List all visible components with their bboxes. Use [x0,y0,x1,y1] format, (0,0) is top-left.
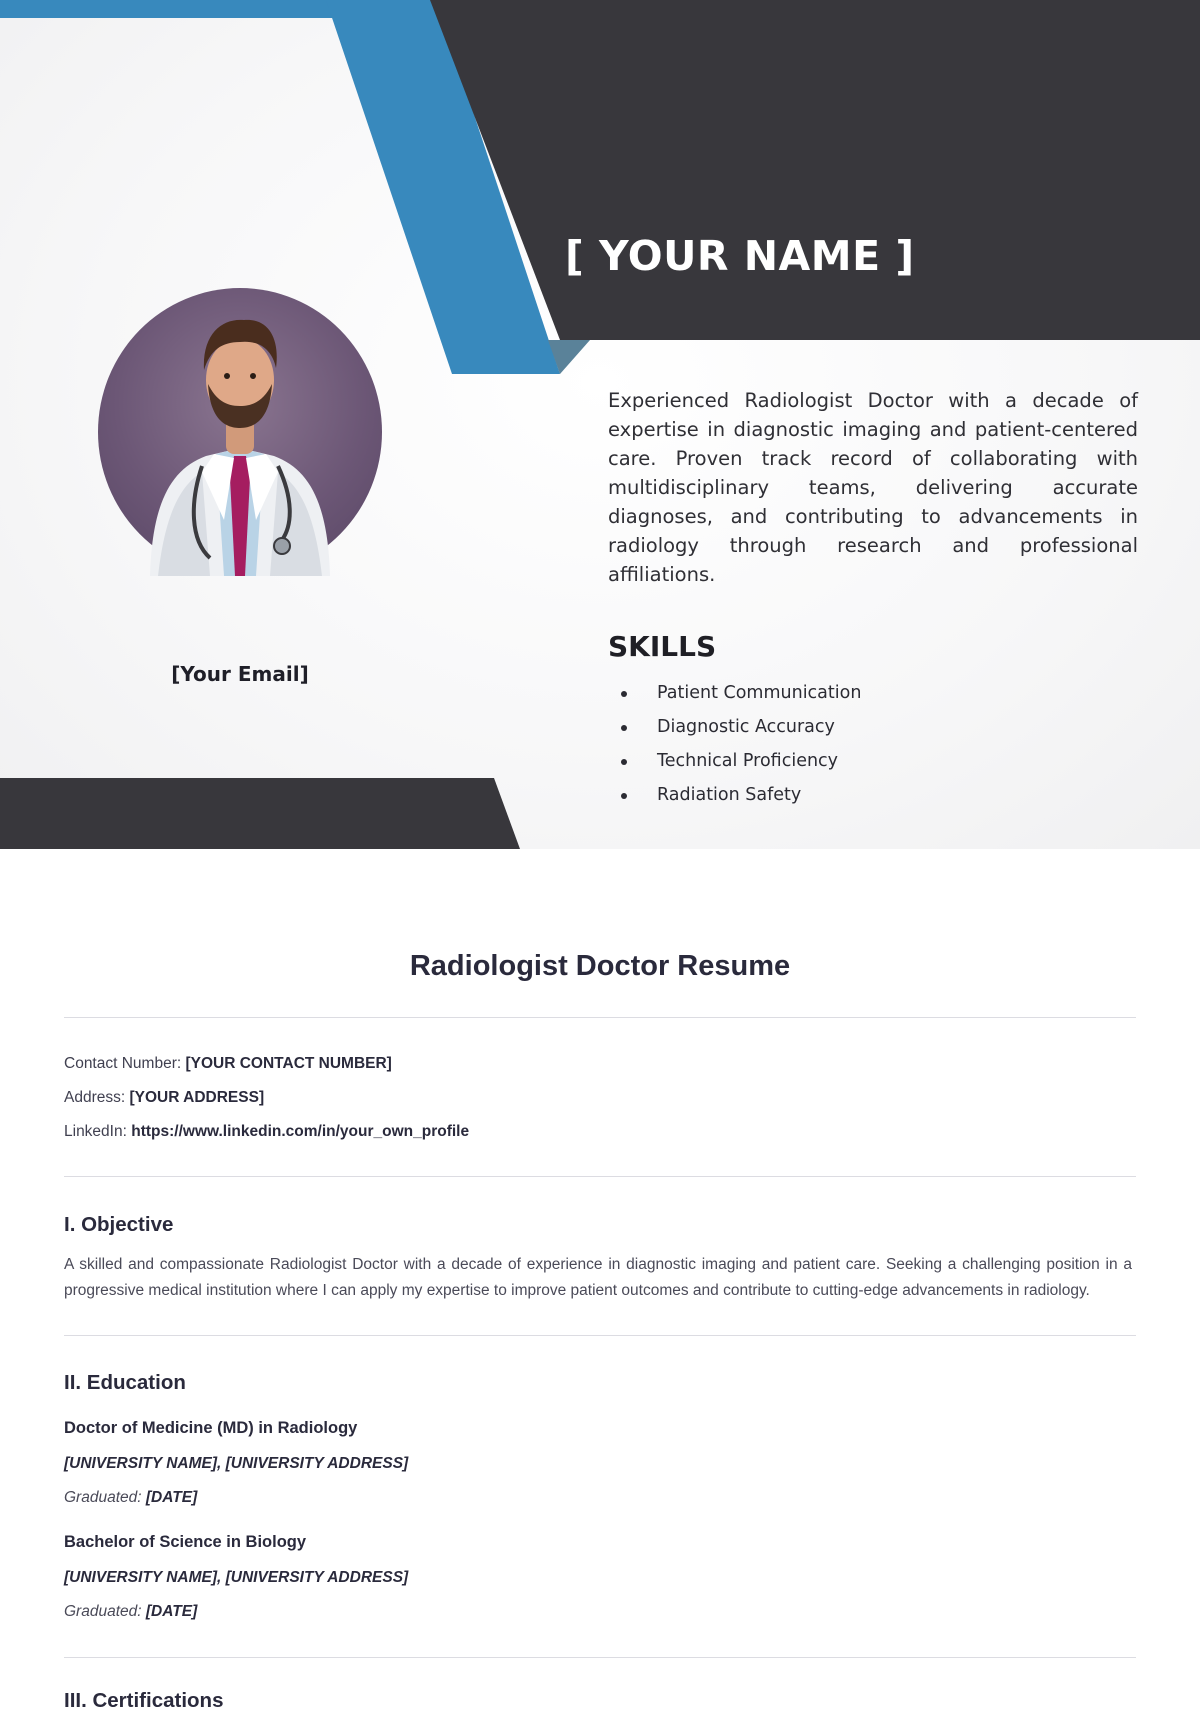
objective-text: A skilled and compassionate Radiologist Doctor with a decade of experience in diagnostic imaging and patient care. Seeking a challenging position in a progressive medical institution where I can apply my expertise to improve patient outcomes and contribute to cutting-edge advancements in radiology. [64,1256,1132,1299]
contact-linkedin-link[interactable]: https://www.linkedin.com/in/your_own_profile [131,1123,470,1140]
graduation-label: Graduated: [64,1489,142,1506]
profile-photo [98,288,382,576]
skill-item: Diagnostic Accuracy [608,710,861,744]
profile-summary: Experienced Radiologist Doctor with a decade of expertise in diagnostic imaging and patient-centered care. Proven track record of collaborating with multidisciplinary teams, delivering accurate diagnoses, and contributing to advancements in radiology through research and professional affiliations. [608,389,1138,586]
skill-item: Technical Proficiency [608,744,861,778]
contact-address [64,1089,264,1107]
dark-header-block [430,0,1200,340]
contact-phone [64,1055,392,1073]
education-heading: II. Education [64,1371,186,1394]
candidate-name: [ YOUR NAME ] [565,232,915,280]
graduation-date: [DATE] [145,1489,198,1506]
skills-list [608,676,861,812]
contact-linkedin-label: LinkedIn: [64,1123,127,1140]
certifications-heading: III. Certifications [64,1689,224,1712]
graduation-date: [DATE] [145,1603,198,1620]
candidate-email: [Your Email] [171,662,309,686]
contact-address-label: Address: [64,1089,126,1106]
divider [64,1017,1136,1018]
education-graduation [64,1603,197,1621]
contact-phone-label: Contact Number: [64,1055,182,1072]
resume-cover [0,0,1200,849]
divider [64,1657,1136,1658]
education-institution: [UNIVERSITY NAME], [UNIVERSITY ADDRESS] [64,1455,409,1472]
education-graduation [64,1489,197,1507]
contact-address-value: [YOUR ADDRESS] [129,1089,265,1106]
education-degree: Bachelor of Science in Biology [64,1533,307,1551]
education-degree: Doctor of Medicine (MD) in Radiology [64,1419,358,1437]
skill-item: Patient Communication [608,676,861,710]
dark-bottom-band [0,778,520,849]
divider [64,1335,1136,1336]
graduation-label: Graduated: [64,1603,142,1620]
resume-title: Radiologist Doctor Resume [409,950,791,982]
divider [64,1176,1136,1177]
doctor-portrait-icon [98,288,382,576]
contact-phone-value: [YOUR CONTACT NUMBER] [185,1055,392,1072]
contact-linkedin [64,1123,469,1141]
skills-heading: SKILLS [608,630,717,663]
education-institution: [UNIVERSITY NAME], [UNIVERSITY ADDRESS] [64,1569,409,1586]
objective-heading: I. Objective [64,1213,174,1236]
skill-item: Radiation Safety [608,778,861,812]
